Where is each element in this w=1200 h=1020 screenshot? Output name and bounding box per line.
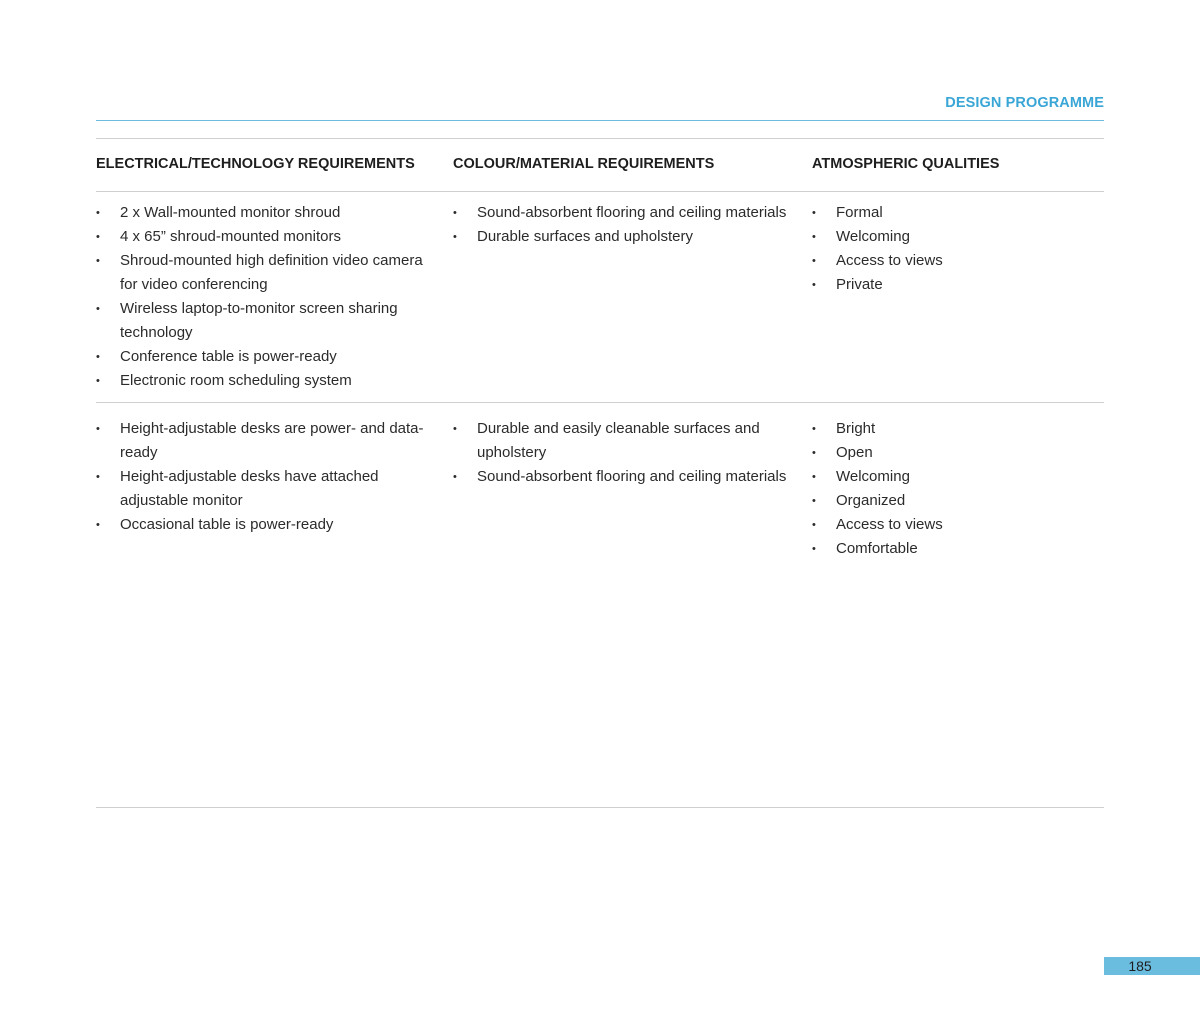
- list-item-text: 2 x Wall-mounted monitor shroud: [120, 204, 341, 221]
- bullet-icon: •: [96, 303, 100, 315]
- bullet-icon: •: [812, 279, 816, 291]
- list-item: [812, 441, 1102, 465]
- bullet-icon: •: [812, 519, 816, 531]
- list-item-text: Access to views: [836, 516, 943, 533]
- table-top-rule: [96, 138, 1104, 139]
- bullet-icon: •: [96, 255, 100, 267]
- list-item-text: Open: [836, 444, 873, 461]
- header-rule: [96, 120, 1104, 121]
- list-item: [96, 225, 426, 249]
- list-item: [96, 417, 426, 465]
- list-item-text: Height-adjustable desks are power- and data-ready: [120, 420, 424, 461]
- header-bottom-rule: [96, 191, 1104, 192]
- list-item-text: Conference table is power-ready: [120, 348, 337, 365]
- list-item-text: Shroud-mounted high definition video camera for video conferencing: [120, 252, 423, 293]
- bullet-icon: •: [812, 255, 816, 267]
- bullet-icon: •: [812, 231, 816, 243]
- row1-colour-list: [453, 201, 788, 249]
- list-item-text: Private: [836, 276, 883, 293]
- bullet-icon: •: [96, 375, 100, 387]
- bullet-icon: •: [812, 447, 816, 459]
- list-item-text: Height-adjustable desks have attached adjustable monitor: [120, 468, 379, 509]
- bullet-icon: •: [812, 495, 816, 507]
- list-item: [96, 465, 426, 513]
- list-item-text: Comfortable: [836, 540, 918, 557]
- bullet-icon: •: [453, 207, 457, 219]
- list-item: [453, 417, 788, 465]
- bullet-icon: •: [453, 231, 457, 243]
- bullet-icon: •: [96, 471, 100, 483]
- bullet-icon: •: [812, 543, 816, 555]
- list-item: [812, 537, 1102, 561]
- list-item-text: Access to views: [836, 252, 943, 269]
- bullet-icon: •: [812, 423, 816, 435]
- bullet-icon: •: [453, 471, 457, 483]
- bullet-icon: •: [96, 519, 100, 531]
- list-item: [453, 225, 788, 249]
- list-item: [812, 489, 1102, 513]
- list-item: [812, 225, 1102, 249]
- list-item-text: Organized: [836, 492, 906, 509]
- bullet-icon: •: [812, 207, 816, 219]
- list-item: [812, 513, 1102, 537]
- list-item: [96, 345, 426, 369]
- list-item-text: Occasional table is power-ready: [120, 516, 334, 533]
- list-item-text: Bright: [836, 420, 876, 437]
- bullet-icon: •: [453, 423, 457, 435]
- row2-electrical-list: [96, 417, 426, 537]
- bullet-icon: •: [96, 231, 100, 243]
- list-item: [812, 465, 1102, 489]
- list-item: [812, 201, 1102, 225]
- page-number: 185: [1128, 958, 1152, 974]
- list-item: [812, 417, 1102, 441]
- list-item-text: Sound-absorbent flooring and ceiling materials: [477, 468, 787, 485]
- list-item-text: Welcoming: [836, 468, 910, 485]
- list-item-text: Electronic room scheduling system: [120, 372, 352, 389]
- list-item: [96, 249, 426, 297]
- row-divider: [96, 402, 1104, 403]
- list-item: [453, 465, 788, 489]
- row1-atmospheric-list: [812, 201, 1102, 297]
- list-item: [812, 273, 1102, 297]
- list-item-text: Formal: [836, 204, 883, 221]
- row1-electrical-list: [96, 201, 426, 393]
- list-item-text: Durable surfaces and upholstery: [477, 228, 693, 245]
- list-item: [96, 201, 426, 225]
- list-item: [453, 201, 788, 225]
- bullet-icon: •: [96, 351, 100, 363]
- bullet-icon: •: [96, 207, 100, 219]
- column-header-atmospheric: ATMOSPHERIC QUALITIES: [812, 156, 1000, 172]
- list-item: [812, 249, 1102, 273]
- bullet-icon: •: [96, 423, 100, 435]
- bullet-icon: •: [812, 471, 816, 483]
- list-item-text: Wireless laptop-to-monitor screen sharing technology: [120, 300, 398, 341]
- list-item: [96, 297, 426, 345]
- list-item-text: Sound-absorbent flooring and ceiling materials: [477, 204, 787, 221]
- column-header-colour: COLOUR/MATERIAL REQUIREMENTS: [453, 156, 715, 172]
- page-number-tab: [1104, 957, 1200, 975]
- row2-colour-list: [453, 417, 788, 489]
- list-item: [96, 513, 426, 537]
- list-item-text: Welcoming: [836, 228, 910, 245]
- bottom-rule: [96, 807, 1104, 808]
- list-item-text: Durable and easily cleanable surfaces and upholstery: [477, 420, 760, 461]
- column-header-electrical: ELECTRICAL/TECHNOLOGY REQUIREMENTS: [96, 156, 415, 172]
- list-item-text: 4 x 65” shroud-mounted monitors: [120, 228, 341, 245]
- row2-atmospheric-list: [812, 417, 1102, 561]
- section-label: DESIGN PROGRAMME: [945, 95, 1104, 111]
- list-item: [96, 369, 426, 393]
